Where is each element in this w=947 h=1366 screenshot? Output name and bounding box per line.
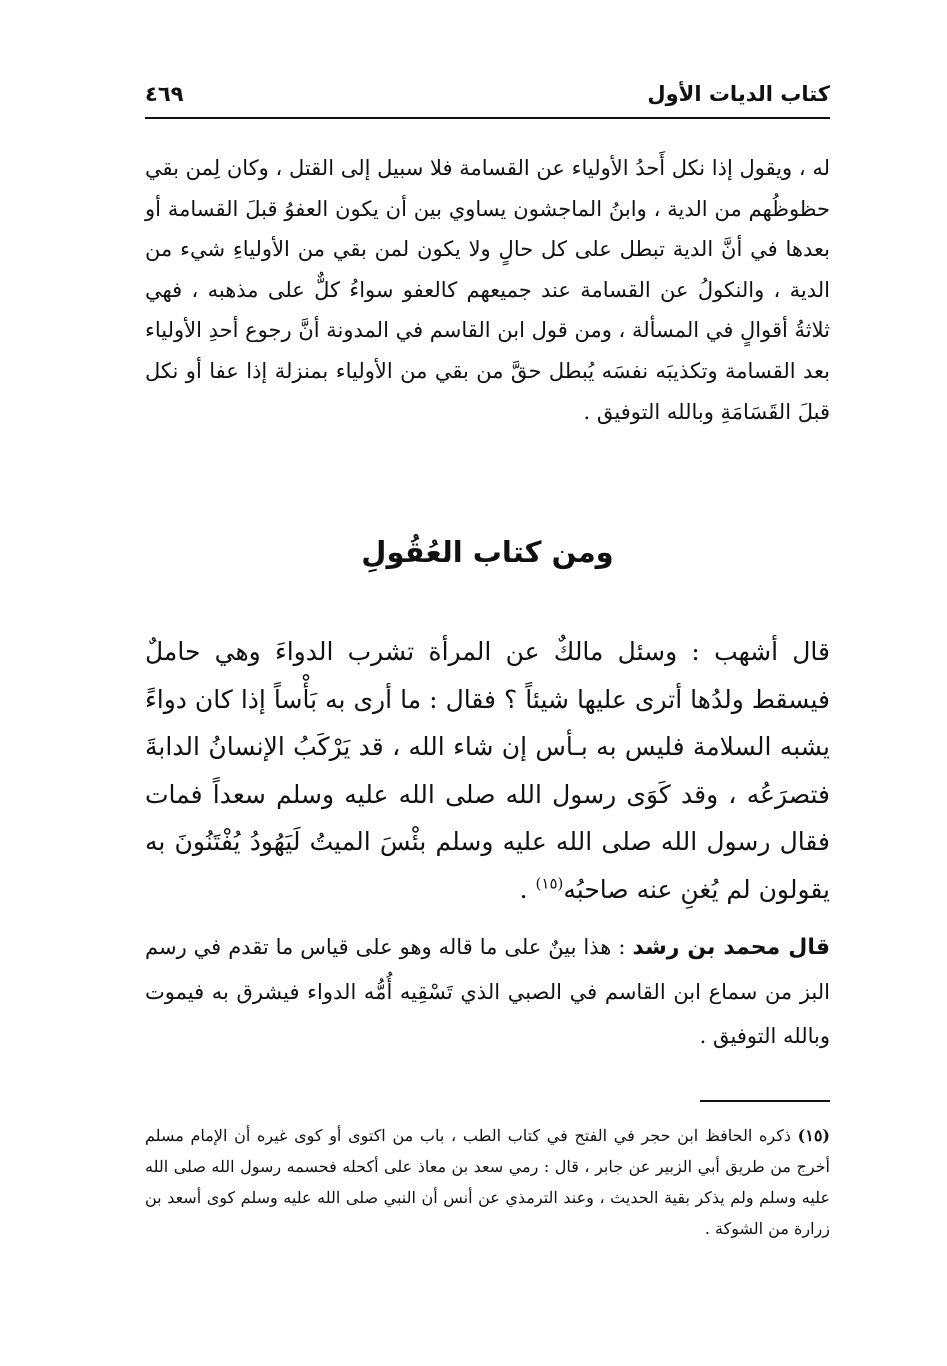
footnote-number: (١٥)	[797, 1126, 830, 1145]
commentary-paragraph	[145, 925, 830, 1058]
commentary-text: : هذا بينٌ على ما قاله وهو على قياس ما تقدم في رسم البز من سماع ابن القاسم في الصبي الذي تَسْقِيه أُمُّه الدواء فيشرق به فيموت وبالله التوفيق .	[145, 935, 830, 1048]
main-paragraph	[145, 628, 830, 913]
page-header	[145, 74, 830, 118]
footnote	[145, 1120, 830, 1244]
header-rule	[145, 117, 830, 119]
commentary-speaker: قال محمد بن رشد	[632, 935, 830, 960]
main-paragraph-tail: .	[519, 874, 536, 904]
running-title: كتاب الديات الأول	[647, 82, 830, 106]
footnote-reference: (١٥)	[535, 874, 564, 893]
footnote-text: ذكره الحافظ ابن حجر في الفتح في كتاب الطب ، باب من اكتوى أو كوى غيره أن الإمام مسلم أخرج من طريق أبي الزبير عن جابر ، قال : رمي سعد بن معاذ على أكحله فحسمه رسول الله صلى الله عليه وسلم ولم يذكر بقية الحديث ، وعند الترمذي عن أنس أن النبي صلى الله عليه وسلم كوى أسعد بن زرارة من الشوكة .	[145, 1126, 830, 1238]
page-number: ٤٦٩	[145, 82, 184, 106]
top-paragraph: له ، ويقول إذا نكل أَحدُ الأولياء عن القسامة فلا سبيل إلى القتل ، وكان لِمن بقي حظوظُهم من الدية ، وابنُ الماجشون يساوي بين أن يكون العفوُ قبلَ القسامة أو بعدها في أنَّ الدية تبطل على كل حالٍ ولا يكون لمن بقي من الأولياءِ شيء من الدية ، والنكولُ عن القسامة عند جميعهم كالعفو سواءُ كلٌّ على مذهبه ، فهي ثلاثةُ أقوالٍ في المسألة ، ومن قول ابن القاسم في المدونة أنَّ رجوع أحدِ الأولياء بعد القسامة وتكذيبَه نفسَه يُبطل حقَّ من بقي من الأولياء بمنزلة إذا عفا أو نكل قبلَ القَسَامَةِ وبالله التوفيق .	[145, 156, 830, 424]
main-paragraph-text: قال أشهب : وسئل مالكٌ عن المرأة تشرب الدواءَ وهي حاملٌ فيسقط ولدُها أترى عليها شيئاً ؟ فقال : ما أرى به بَأْساً إذا كان دواءً يشبه السلامة فليس به بـأس إن شاء الله ، قد يَرْكَبُ الإنسانُ الدابةَ فتصرَعُه ، وقد كَوَى رسول الله صلى الله عليه وسلم سعداً فمات فقال رسول الله صلى الله عليه وسلم بئْسَ الميتُ لَيَهُودُ يُفْتَنُونَ به يقولون لم يُغنِ عنه صاحبُه	[145, 637, 830, 904]
footnote-separator	[700, 1100, 830, 1102]
section-heading: ومن كتاب العُقُولِ	[361, 535, 614, 569]
